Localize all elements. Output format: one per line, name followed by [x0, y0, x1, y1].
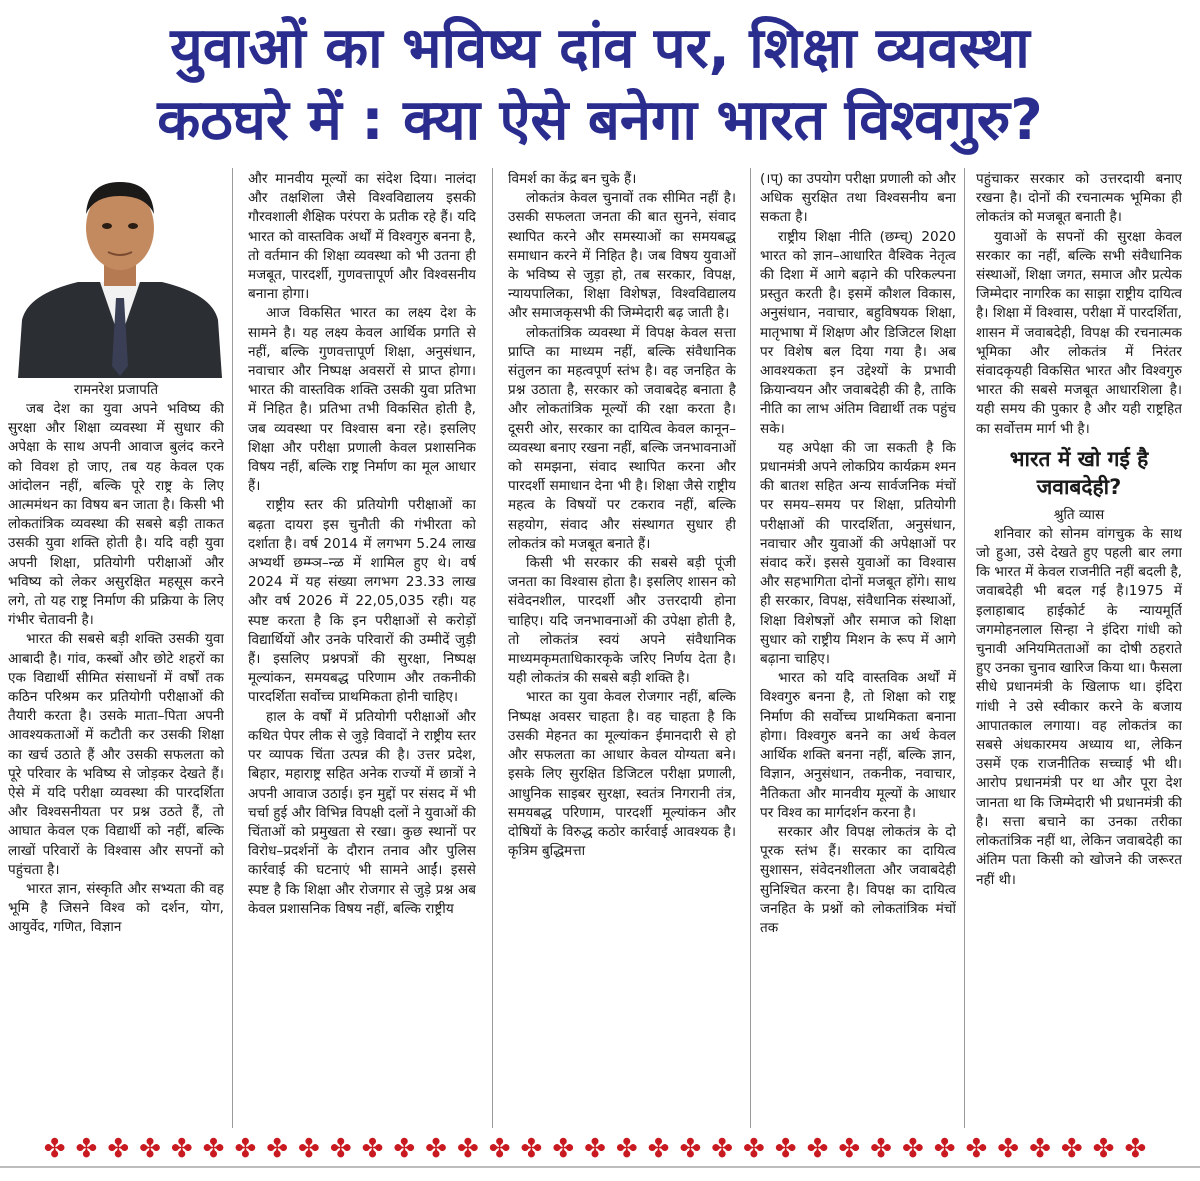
paragraph: यह अपेक्षा की जा सकती है कि प्रधानमंत्री अपने लोकप्रिय कार्यक्रम श्मन की बातश सहित अन्य सार्वजनिक मंचों पर समय–समय पर शिक्षा, प्रतियोगी परीक्षाओं की पारदर्शिता, अनुसंधान, नवाचार और युवाओं की अपेक्षाओं पर संवाद करें। इससे युवाओं का विश्वास और सहभागिता दोनों मजबूत होंगे। साथ ही सरकार, विपक्ष, संवैधानिक संस्थाओं, शिक्षा विशेषज्ञों और समाज को शिक्षा सुधार को राष्ट्रीय मिशन के रूप में आगे बढ़ाना चाहिए। — [760, 439, 956, 668]
paragraph: विमर्श का केंद्र बन चुके हैं। — [508, 171, 637, 187]
bottom-rule — [0, 1166, 1200, 1168]
paragraph: लोकतंत्र केवल चुनावों तक सीमित नहीं है। उसकी सफलता जनता की बात सुनने, संवाद स्थापित करने और समस्याओं का समयबद्ध समाधान करने में निहित है। जब विषय युवाओं के भविष्य से जुड़ा हो, तब सरकार, विपक्ष, न्यायपालिका, शिक्षा विशेषज्ञ, विश्वविद्यालय और समाजकृसभी की जिम्मेदारी बढ़ जाती है। — [508, 190, 736, 322]
paragraph: आज विकसित भारत का लक्ष्य देश के सामने है। यह लक्ष्य केवल आर्थिक प्रगति से नहीं, बल्कि गुणवत्तापूर्ण शिक्षा, अनुसंधान, नवाचार और निष्पक्ष अवसरों से प्राप्त होगा। भारत की वास्तविक शक्ति उसकी युवा प्रतिभा में निहित है। प्रतिभा तभी विकसित होती है, जब व्यवस्था पर विश्वास बना रहे। इसलिए शिक्षा और परीक्षा प्रणाली केवल प्रशासनिक विषय नहीं, बल्कि राष्ट्र निर्माण का मूल आधार हैं। — [248, 305, 476, 495]
paragraph: सरकार और विपक्ष लोकतंत्र के दो पूरक स्तंभ हैं। सरकार का दायित्व सुशासन, संवेदनशीलता और जवाबदेही सुनिश्चित करना है। विपक्ष का दायित्व जनहित के प्रश्नों को लोकतांत्रिक मंचों तक — [760, 823, 956, 936]
headline-line-1: युवाओं का भविष्य दांव पर, शिक्षा व्यवस्था — [170, 16, 1030, 81]
paragraph: (।प्) का उपयोग परीक्षा प्रणाली को और अधिक सुरक्षित तथा विश्वसनीय बना सकता है। — [760, 171, 956, 226]
footer-ornament: ✤✤✤✤✤✤✤✤✤✤✤✤✤✤✤✤✤✤✤✤✤✤✤✤✤✤✤✤✤✤✤✤✤✤✤ — [43, 1134, 1157, 1164]
paragraph: भारत ज्ञान, संस्कृति और सभ्यता की वह भूमि है जिसने विश्व को दर्शन, योग, आयुर्वेद, गणित, विज्ञान — [8, 881, 224, 936]
author-portrait-image — [8, 170, 224, 378]
paragraph: राष्ट्रीय स्तर की प्रतियोगी परीक्षाओं का बढ़ता दायरा इस चुनौती की गंभीरता को दर्शाता है। वर्ष 2014 में लगभग 5.24 लाख अभ्यर्थी छम्म्ञ–न्ळ में शामिल हुए थे। वर्ष 2024 में यह संख्या लगभग 23.33 लाख और वर्ष 2026 में 22,05,035 रही। यह स्पष्ट करता है कि इन परीक्षाओं से करोड़ों विद्यार्थियों और उनके परिवारों की उम्मीदें जुड़ी हैं। इसलिए प्रश्नपत्रों की सुरक्षा, निष्पक्ष मूल्यांकन, समयबद्ध परिणाम और तकनीकी पारदर्शिता सर्वोच्च प्राथमिकता होनी चाहिए। — [248, 497, 476, 706]
column-1 — [8, 170, 224, 1128]
paragraph: शनिवार को सोनम वांगचुक के साथ जो हुआ, उसे देखते हुए पहली बार लगा कि भारत में केवल राजनीति नहीं बदली है, जवाबदेही भी बदल गई है।1975 में इलाहाबाद हाईकोर्ट के न्यायमूर्ति जगमोहनलाल सिन्हा ने इंदिरा गांधी को चुनावी अनियमितताओं का दोषी ठहराते हुए उनका चुनाव खारिज किया था। फैसला सीधे प्रधानमंत्री के खिलाफ था। इंदिरा गांधी ने उसे स्वीकार करने के बजाय आपातकाल लगाया। वह लोकतंत्र का सबसे अंधकारमय अध्याय था, लेकिन उसमें एक राजनीतिक सच्चाई भी थी। आरोप प्रधानमंत्री पर था और पूरा देश जानता था कि जिम्मेदारी भी प्रधानमंत्री की है। सत्ता बचाने का उनका तरीका लोकतांत्रिक नहीं था, लेकिन जवाबदेही का अंतिम पता किसी को खोजने की जरूरत नहीं थी। — [976, 525, 1182, 888]
author-byline: रामनरेश प्रजापति — [73, 382, 159, 398]
column-4 — [760, 170, 956, 1128]
paragraph: हाल के वर्षों में प्रतियोगी परीक्षाओं और कथित पेपर लीक से जुड़े विवादों ने राष्ट्रीय स्तर पर व्यापक चिंता उत्पन्न की है। उत्तर प्रदेश, बिहार, महाराष्ट्र सहित अनेक राज्यों में छात्रों ने अपनी आवाज उठाई। इन मुद्दों पर संसद में भी चर्चा हुई और विभिन्न विपक्षी दलों ने युवाओं की चिंताओं को प्रमुखता से रखा। कुछ स्थानों पर विरोध–प्रदर्शनों के दौरान तनाव और पुलिस कार्रवाई की घटनाएं भी सामने आईं। इससे स्पष्ट है कि शिक्षा और रोजगार से जुड़े प्रश्न अब केवल प्रशासनिक विषय नहीं, बल्कि राष्ट्रीय — [248, 708, 476, 917]
column-3 — [508, 170, 736, 1128]
author-photo — [8, 170, 224, 378]
paragraph: भारत को यदि वास्तविक अर्थों में विश्वगुरु बनना है, तो शिक्षा को राष्ट्र निर्माण की सर्वोच्च प्राथमिकता बनाना होगा। विश्वगुरु बनने का अर्थ केवल आर्थिक शक्ति बनना नहीं, बल्कि ज्ञान, विज्ञान, अनुसंधान, तकनीक, नवाचार, नैतिकता और मानवीय मूल्यों के आधार पर विश्व का मार्गदर्शन करना है। — [760, 670, 956, 821]
column-2 — [248, 170, 476, 1128]
column-divider — [232, 168, 233, 1128]
paragraph: लोकतांत्रिक व्यवस्था में विपक्ष केवल सत्ता प्राप्ति का माध्यम नहीं, बल्कि संवैधानिक संतुलन का महत्वपूर्ण स्तंभ है। वह जनहित के प्रश्न उठाता है, सरकार को जवाबदेह बनाता है और लोकतांत्रिक मूल्यों की रक्षा करता है। दूसरी ओर, सरकार का दायित्व केवल कानून–व्यवस्था बनाए रखना नहीं, बल्कि जनभावनाओं को समझना, संवाद स्थापित करना और पारदर्शी समाधान देना भी है। शिक्षा जैसे राष्ट्रीय महत्व के विषयों पर टकराव नहीं, बल्कि सहयोग, संवाद और संस्थागत सुधार ही लोकतंत्र को मजबूत बनाते हैं। — [508, 324, 736, 552]
paragraph: राष्ट्रीय शिक्षा नीति (छम्च्) 2020 भारत को ज्ञान–आधारित वैश्विक नेतृत्व की दिशा में आगे बढ़ाने की परिकल्पना प्रस्तुत करती है। इसमें कौशल विकास, अनुसंधान, नवाचार, बहुविषयक शिक्षा, मातृभाषा में शिक्षण और डिजिटल शिक्षा पर विशेष बल दिया गया है। अब आवश्यकता इन उद्देश्यों के प्रभावी क्रियान्वयन और जवाबदेही की है, ताकि नीति का लाभ अंतिम विद्यार्थी तक पहुंच सके। — [760, 228, 956, 437]
paragraph: किसी भी सरकार की सबसे बड़ी पूंजी जनता का विश्वास होता है। इसलिए शासन को संवेदनशील, पारदर्शी और उत्तरदायी होना चाहिए। यदि जनभावनाओं की उपेक्षा होती है, तो लोकतंत्र स्वयं अपने संवैधानिक माध्यमकृमताधिकारकृके जरिए निर्णय देता है। यही लोकतंत्र की सबसे बड़ी शक्ति है। — [508, 555, 736, 687]
headline-line-2: कठघरे में : क्या ऐसे बनेगा भारत विश्वगुरु? — [157, 88, 1043, 153]
paragraph: पहुंचाकर सरकार को उत्तरदायी बनाए रखना है। दोनों की रचनात्मक भूमिका ही लोकतंत्र को मजबूत बनाती है। — [976, 171, 1182, 226]
sidebar-article-byline: श्रुति व्यास — [1053, 506, 1105, 523]
paragraph: भारत का युवा केवल रोजगार नहीं, बल्कि निष्पक्ष अवसर चाहता है। वह चाहता है कि उसकी मेहनत का मूल्यांकन ईमानदारी से हो और सफलता का आधार केवल योग्यता बने। इसके लिए सुरक्षित डिजिटल परीक्षा प्रणाली, आधुनिक साइबर सुरक्षा, स्वतंत्र निगरानी तंत्र, समयबद्ध परिणाम, पारदर्शी मूल्यांकन और दोषियों के विरुद्ध कठोर कार्रवाई आवश्यक है। कृत्रिम बुद्धिमत्ता — [508, 689, 736, 860]
column-divider — [492, 168, 493, 1128]
column-divider — [964, 168, 965, 1128]
headline — [0, 0, 1200, 162]
paragraph: और मानवीय मूल्यों का संदेश दिया। नालंदा और तक्षशिला जैसे विश्वविद्यालय इसकी गौरवशाली शैक्षिक परंपरा के प्रतीक रहे हैं। यदि भारत को वास्तविक अर्थों में विश्वगुरु बनना है, तो वर्तमान की शिक्षा व्यवस्था को भी उतना ही मजबूत, पारदर्शी, गुणवत्तापूर्ण और विश्वसनीय बनाना होगा। — [248, 171, 476, 303]
column-divider — [750, 168, 751, 1128]
paragraph: भारत की सबसे बड़ी शक्ति उसकी युवा आबादी है। गांव, कस्बों और छोटे शहरों का एक विद्यार्थी सीमित संसाधनों में वर्षों तक कठिन परिश्रम कर प्रतियोगी परीक्षाओं की तैयारी करता है। उसके माता–पिता अपनी आवश्यकताओं में कटौती कर उसकी शिक्षा का खर्च उठाते हैं और उसकी सफलता को पूरे परिवार के भविष्य से जोड़कर देखते हैं। ऐसे में यदि परीक्षा व्यवस्था की पारदर्शिता और विश्वसनीयता पर प्रश्न उठते हैं, तो आघात केवल एक विद्यार्थी को नहीं, बल्कि लाखों परिवारों के विश्वास और सपनों को पहुंचता है। — [8, 631, 224, 878]
sidebar-article-title: भारत में खो गई है जवाबदेही? — [1009, 446, 1149, 499]
paragraph: जब देश का युवा अपने भविष्य की सुरक्षा और शिक्षा व्यवस्था में सुधार की अपेक्षा के साथ अपनी आवाज बुलंद करने को विवश हो जाए, तब यह केवल एक आंदोलन नहीं, बल्कि पूरे राष्ट्र के लिए आत्ममंथन का विषय बन जाता है। किसी भी लोकतांत्रिक व्यवस्था की सबसे बड़ी ताकत उसकी युवा शक्ति होती है। यदि वही युवा अपनी शिक्षा, प्रतियोगी परीक्षाओं और भविष्य को लेकर असुरक्षित महसूस करने लगे, तो यह राष्ट्र निर्माण की प्रक्रिया के लिए गंभीर चेतावनी है। — [8, 401, 224, 629]
column-5 — [976, 170, 1182, 1128]
paragraph: युवाओं के सपनों की सुरक्षा केवल सरकार का नहीं, बल्कि सभी संवैधानिक संस्थाओं, शिक्षा जगत, समाज और प्रत्येक जिम्मेदार नागरिक का साझा राष्ट्रीय दायित्व है। शिक्षा में विश्वास, परीक्षा में पारदर्शिता, शासन में जवाबदेही, विपक्ष की रचनात्मक भूमिका और लोकतंत्र में निरंतर संवादकृयही विकसित भारत और विश्वगुरु भारत की सबसे मजबूत आधारशिला है। यही समय की पुकार है और यही राष्ट्रहित का सर्वोत्तम मार्ग भी है। — [976, 228, 1182, 437]
